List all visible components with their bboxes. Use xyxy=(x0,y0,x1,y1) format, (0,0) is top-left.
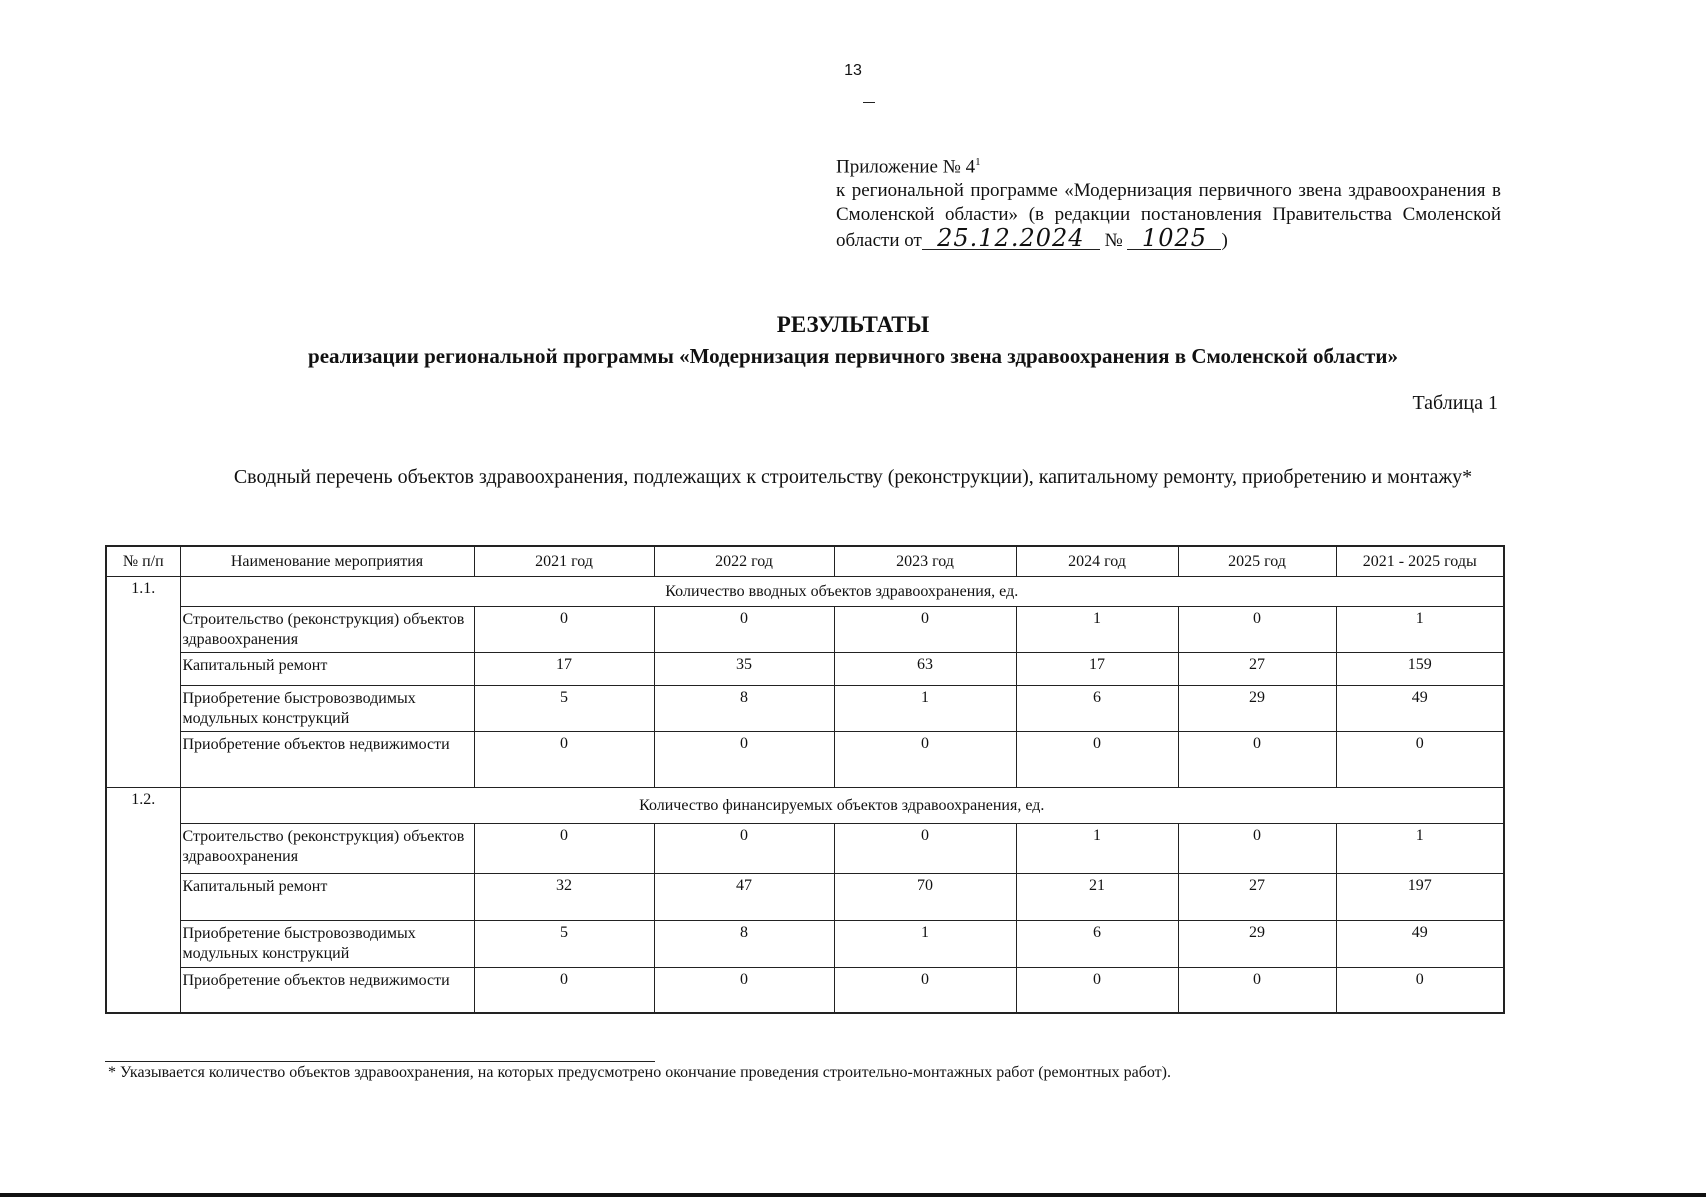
summary-heading: Сводный перечень объектов здравоохранения, подлежащих к строительству (реконструкции), капитальному ремонту, приобретению и монтажу* xyxy=(233,466,1473,488)
cell-value: 8 xyxy=(654,686,834,732)
cell-value: 0 xyxy=(654,732,834,788)
scan-bottom-edge xyxy=(0,1193,1706,1197)
cell-value: 0 xyxy=(1178,732,1336,788)
cell-value: 49 xyxy=(1336,686,1504,732)
row-name: Приобретение быстровозводимых модульных конструкций xyxy=(180,686,474,732)
row-name: Капитальный ремонт xyxy=(180,653,474,686)
cell-value: 35 xyxy=(654,653,834,686)
table-row xyxy=(106,874,1504,921)
cell-value: 70 xyxy=(834,874,1016,921)
cell-value: 0 xyxy=(1336,732,1504,788)
cell-value: 0 xyxy=(834,824,1016,874)
header-cell: № п/п xyxy=(106,546,180,577)
section-number: 1.1. xyxy=(106,577,180,788)
table-row xyxy=(106,824,1504,874)
section-title: Количество вводных объектов здравоохранения, ед. xyxy=(180,577,1504,607)
appendix-title: Приложение № 4 xyxy=(836,156,976,178)
table-row xyxy=(106,732,1504,788)
cell-value: 1 xyxy=(834,921,1016,968)
cell-value: 0 xyxy=(834,607,1016,653)
row-name: Приобретение быстровозводимых модульных конструкций xyxy=(180,921,474,968)
footnote-divider xyxy=(105,1061,655,1062)
header-cell: 2023 год xyxy=(834,546,1016,577)
appendix-line-4 xyxy=(836,224,1501,253)
cell-value: 0 xyxy=(834,732,1016,788)
row-name: Приобретение объектов недвижимости xyxy=(180,968,474,1013)
appendix-line-1 xyxy=(836,150,1501,179)
cell-value: 159 xyxy=(1336,653,1504,686)
cell-value: 0 xyxy=(654,607,834,653)
cell-value: 0 xyxy=(474,732,654,788)
header-cell: 2024 год xyxy=(1016,546,1178,577)
cell-value: 0 xyxy=(474,607,654,653)
header-cell: 2025 год xyxy=(1178,546,1336,577)
cell-value: 17 xyxy=(1016,653,1178,686)
cell-value: 27 xyxy=(1178,874,1336,921)
cell-value: 8 xyxy=(654,921,834,968)
cell-value: 1 xyxy=(834,686,1016,732)
cell-value: 63 xyxy=(834,653,1016,686)
cell-value: 0 xyxy=(654,824,834,874)
header-dash xyxy=(863,102,875,103)
footnote: * Указывается количество объектов здравоохранения, на которых предусмотрено окончание проведения строительно-монтажных работ (ремонтных работ). xyxy=(108,1064,1171,1081)
section-row xyxy=(106,577,1504,607)
row-name: Строительство (реконструкция) объектов здравоохранения xyxy=(180,824,474,874)
cell-value: 0 xyxy=(834,968,1016,1013)
appendix-date-prefix: области от xyxy=(836,230,922,252)
table-header-row xyxy=(106,546,1504,577)
handwritten-number: 1025 xyxy=(1127,227,1221,250)
cell-value: 0 xyxy=(1178,607,1336,653)
section-title: Количество финансируемых объектов здравоохранения, ед. xyxy=(180,788,1504,824)
cell-value: 21 xyxy=(1016,874,1178,921)
cell-value: 0 xyxy=(1178,824,1336,874)
cell-value: 5 xyxy=(474,686,654,732)
cell-value: 27 xyxy=(1178,653,1336,686)
table-row xyxy=(106,921,1504,968)
appendix-close-paren: ) xyxy=(1221,230,1228,252)
cell-value: 6 xyxy=(1016,921,1178,968)
cell-value: 0 xyxy=(654,968,834,1013)
cell-value: 1 xyxy=(1336,824,1504,874)
appendix-line-2: к региональной программе «Модернизация первичного звена здравоохранения в xyxy=(836,180,1501,202)
document-title: РЕЗУЛЬТАТЫ xyxy=(776,312,930,337)
cell-value: 1 xyxy=(1016,824,1178,874)
cell-value: 1 xyxy=(1336,607,1504,653)
header-cell: 2021 - 2025 годы xyxy=(1336,546,1504,577)
header-cell: 2021 год xyxy=(474,546,654,577)
cell-value: 32 xyxy=(474,874,654,921)
table-label: Таблица 1 xyxy=(1412,392,1498,414)
table-row xyxy=(106,607,1504,653)
appendix-superscript: 1 xyxy=(975,156,981,168)
section-row xyxy=(106,788,1504,824)
cell-value: 6 xyxy=(1016,686,1178,732)
cell-value: 0 xyxy=(474,824,654,874)
cell-value: 0 xyxy=(1336,968,1504,1013)
cell-value: 0 xyxy=(474,968,654,1013)
section-number: 1.2. xyxy=(106,788,180,1013)
cell-value: 0 xyxy=(1016,968,1178,1013)
cell-value: 0 xyxy=(1178,968,1336,1013)
cell-value: 17 xyxy=(474,653,654,686)
row-name: Капитальный ремонт xyxy=(180,874,474,921)
row-name: Строительство (реконструкция) объектов здравоохранения xyxy=(180,607,474,653)
cell-value: 5 xyxy=(474,921,654,968)
row-name: Приобретение объектов недвижимости xyxy=(180,732,474,788)
cell-value: 0 xyxy=(1016,732,1178,788)
header-cell: 2022 год xyxy=(654,546,834,577)
results-table xyxy=(105,545,1505,1014)
cell-value: 1 xyxy=(1016,607,1178,653)
cell-value: 197 xyxy=(1336,874,1504,921)
page-number: 13 xyxy=(844,62,862,79)
table-row xyxy=(106,653,1504,686)
number-sign: № xyxy=(1104,230,1123,252)
cell-value: 29 xyxy=(1178,921,1336,968)
table-row xyxy=(106,686,1504,732)
cell-value: 29 xyxy=(1178,686,1336,732)
appendix-line-3: Смоленской области» (в редакции постановления Правительства Смоленской xyxy=(836,204,1501,226)
document-subtitle: реализации региональной программы «Модернизация первичного звена здравоохранения в Смоленской области» xyxy=(308,344,1398,368)
header-cell: Наименование мероприятия xyxy=(180,546,474,577)
handwritten-date: 25.12.2024 xyxy=(922,227,1100,250)
table-row xyxy=(106,968,1504,1013)
cell-value: 47 xyxy=(654,874,834,921)
appendix-block xyxy=(836,150,1501,253)
cell-value: 49 xyxy=(1336,921,1504,968)
